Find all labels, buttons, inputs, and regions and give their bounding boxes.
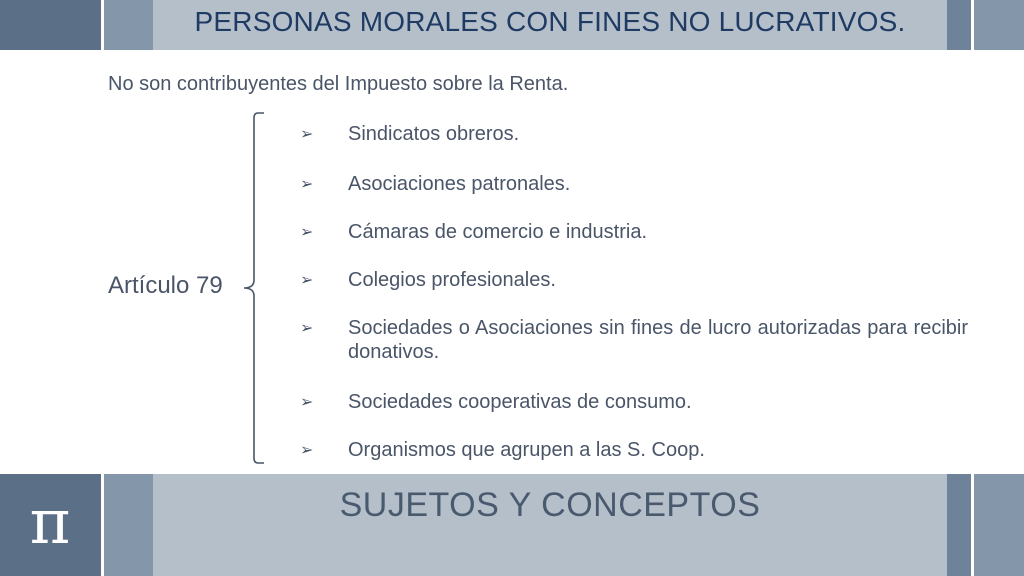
footer-block-right-mid (974, 474, 1024, 576)
arrow-bullet-icon: ➢ (300, 320, 314, 337)
list-item-text: Sociedades cooperativas de consumo. (348, 391, 692, 413)
arrow-bullet-icon: ➢ (300, 224, 314, 241)
list-item (300, 438, 968, 463)
footer-block-right-dark (947, 474, 971, 576)
list-item (300, 390, 968, 415)
arrow-bullet-icon: ➢ (300, 176, 314, 193)
list-item-text: Colegios profesionales. (348, 269, 556, 291)
arrow-bullet-icon: ➢ (300, 394, 314, 411)
footer-title: SUJETOS Y CONCEPTOS (339, 486, 761, 524)
list-item-text: Sindicatos obreros. (348, 123, 520, 145)
list-item (300, 268, 968, 293)
list-item-text: Asociaciones patronales. (348, 173, 571, 195)
arrow-bullet-icon: ➢ (300, 442, 314, 459)
pi-logo-icon: π (29, 485, 71, 558)
list-item-text: Sociedades o Asociaciones sin fines de lucro autorizadas para recibir donativos. (348, 317, 968, 363)
article-label: Artículo 79 (108, 272, 223, 299)
header-band (0, 0, 1024, 50)
list-item (300, 316, 968, 364)
header-block-left-mid (104, 0, 153, 50)
arrow-bullet-icon: ➢ (300, 126, 314, 143)
list-item (300, 172, 968, 197)
list-item-text: Organismos que agrupen a las S. Coop. (348, 439, 705, 461)
arrow-bullet-icon: ➢ (300, 272, 314, 289)
header-block-right-dark (947, 0, 971, 50)
list-item-text: Cámaras de comercio e industria. (348, 221, 648, 243)
header-block-left-dark (0, 0, 101, 50)
footer-block-left-mid (104, 474, 153, 576)
list-item (300, 220, 968, 245)
intro-text: No son contribuyentes del Impuesto sobre la Renta. (108, 73, 569, 95)
curly-brace (238, 112, 268, 468)
slide-title: PERSONAS MORALES CON FINES NO LUCRATIVOS. (194, 6, 906, 37)
header-block-right-mid (974, 0, 1024, 50)
list-item (300, 122, 968, 147)
